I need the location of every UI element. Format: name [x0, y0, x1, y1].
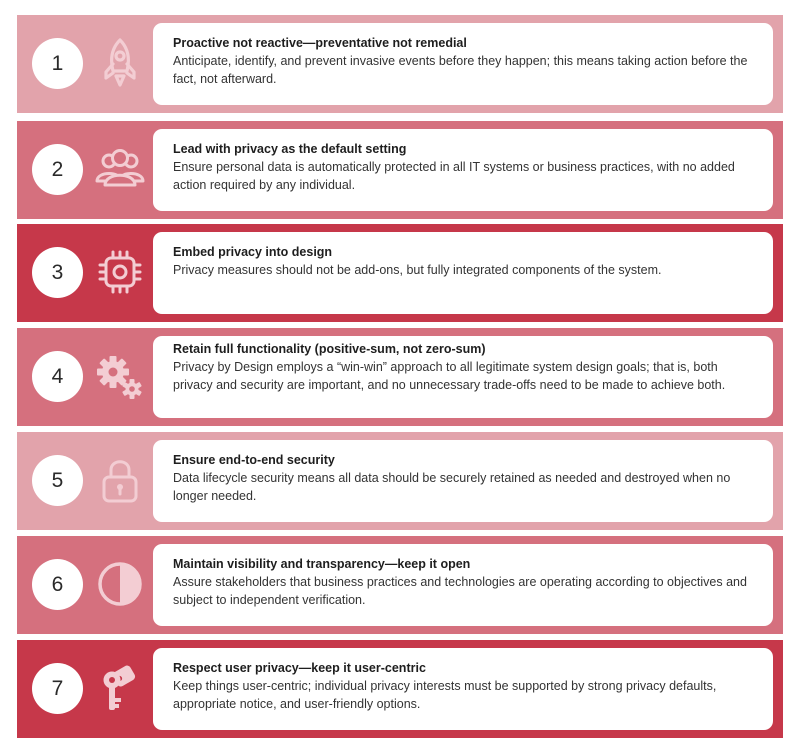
principle-row-4	[17, 328, 783, 426]
principle-card	[153, 648, 773, 730]
principle-row-1	[17, 15, 783, 113]
principle-title: Lead with privacy as the default setting	[173, 142, 407, 156]
step-number-badge: 1	[32, 38, 83, 89]
principle-description: Anticipate, identify, and prevent invasive events before they happen; this means taking action before the fact, not afterward.	[173, 54, 748, 86]
principle-description: Ensure personal data is automatically protected in all IT systems or business practices, with no added action required by any individual.	[173, 160, 735, 192]
principle-card	[153, 336, 773, 418]
step-number-badge: 5	[32, 455, 83, 506]
half-circle-icon	[89, 553, 151, 615]
principle-row-5	[17, 432, 783, 530]
principle-card	[153, 129, 773, 211]
principle-description: Data lifecycle security means all data should be securely retained as needed and destroyed when no longer needed.	[173, 471, 731, 503]
step-number-badge: 7	[32, 663, 83, 714]
principle-card	[153, 232, 773, 314]
step-number-badge: 6	[32, 559, 83, 610]
principle-card	[153, 544, 773, 626]
chip-icon	[89, 241, 151, 303]
principle-description: Assure stakeholders that business practices and technologies are operating according to objectives and subject to independent verification.	[173, 575, 747, 607]
principle-row-7	[17, 640, 783, 738]
padlock-icon	[89, 449, 151, 511]
principle-description: Keep things user-centric; individual privacy interests must be supported by strong privacy defaults, appropriate notice, and user-friendly options.	[173, 679, 717, 711]
step-number-badge: 2	[32, 144, 83, 195]
principle-title: Proactive not reactive—preventative not remedial	[173, 36, 467, 50]
principle-title: Ensure end-to-end security	[173, 453, 335, 467]
principle-title: Respect user privacy—keep it user-centric	[173, 661, 426, 675]
principle-row-3	[17, 224, 783, 322]
step-number-badge: 3	[32, 247, 83, 298]
principle-title: Maintain visibility and transparency—keep it open	[173, 557, 471, 571]
principle-title: Retain full functionality (positive-sum, not zero-sum)	[173, 342, 486, 356]
principle-row-6	[17, 536, 783, 634]
principle-card	[153, 23, 773, 105]
principle-description: Privacy by Design employs a “win-win” approach to all legitimate system design goals; that is, both privacy and security are important, and no unnecessary trade-offs need to be made to achieve both.	[173, 360, 726, 392]
principle-card	[153, 440, 773, 522]
rocket-icon	[89, 32, 151, 94]
principle-description: Privacy measures should not be add-ons, but fully integrated components of the system.	[173, 263, 662, 277]
principle-row-2	[17, 121, 783, 219]
step-number-badge: 4	[32, 351, 83, 402]
keys-icon	[89, 657, 151, 719]
principle-title: Embed privacy into design	[173, 245, 333, 259]
users-icon	[89, 138, 151, 200]
gears-icon	[89, 345, 151, 407]
